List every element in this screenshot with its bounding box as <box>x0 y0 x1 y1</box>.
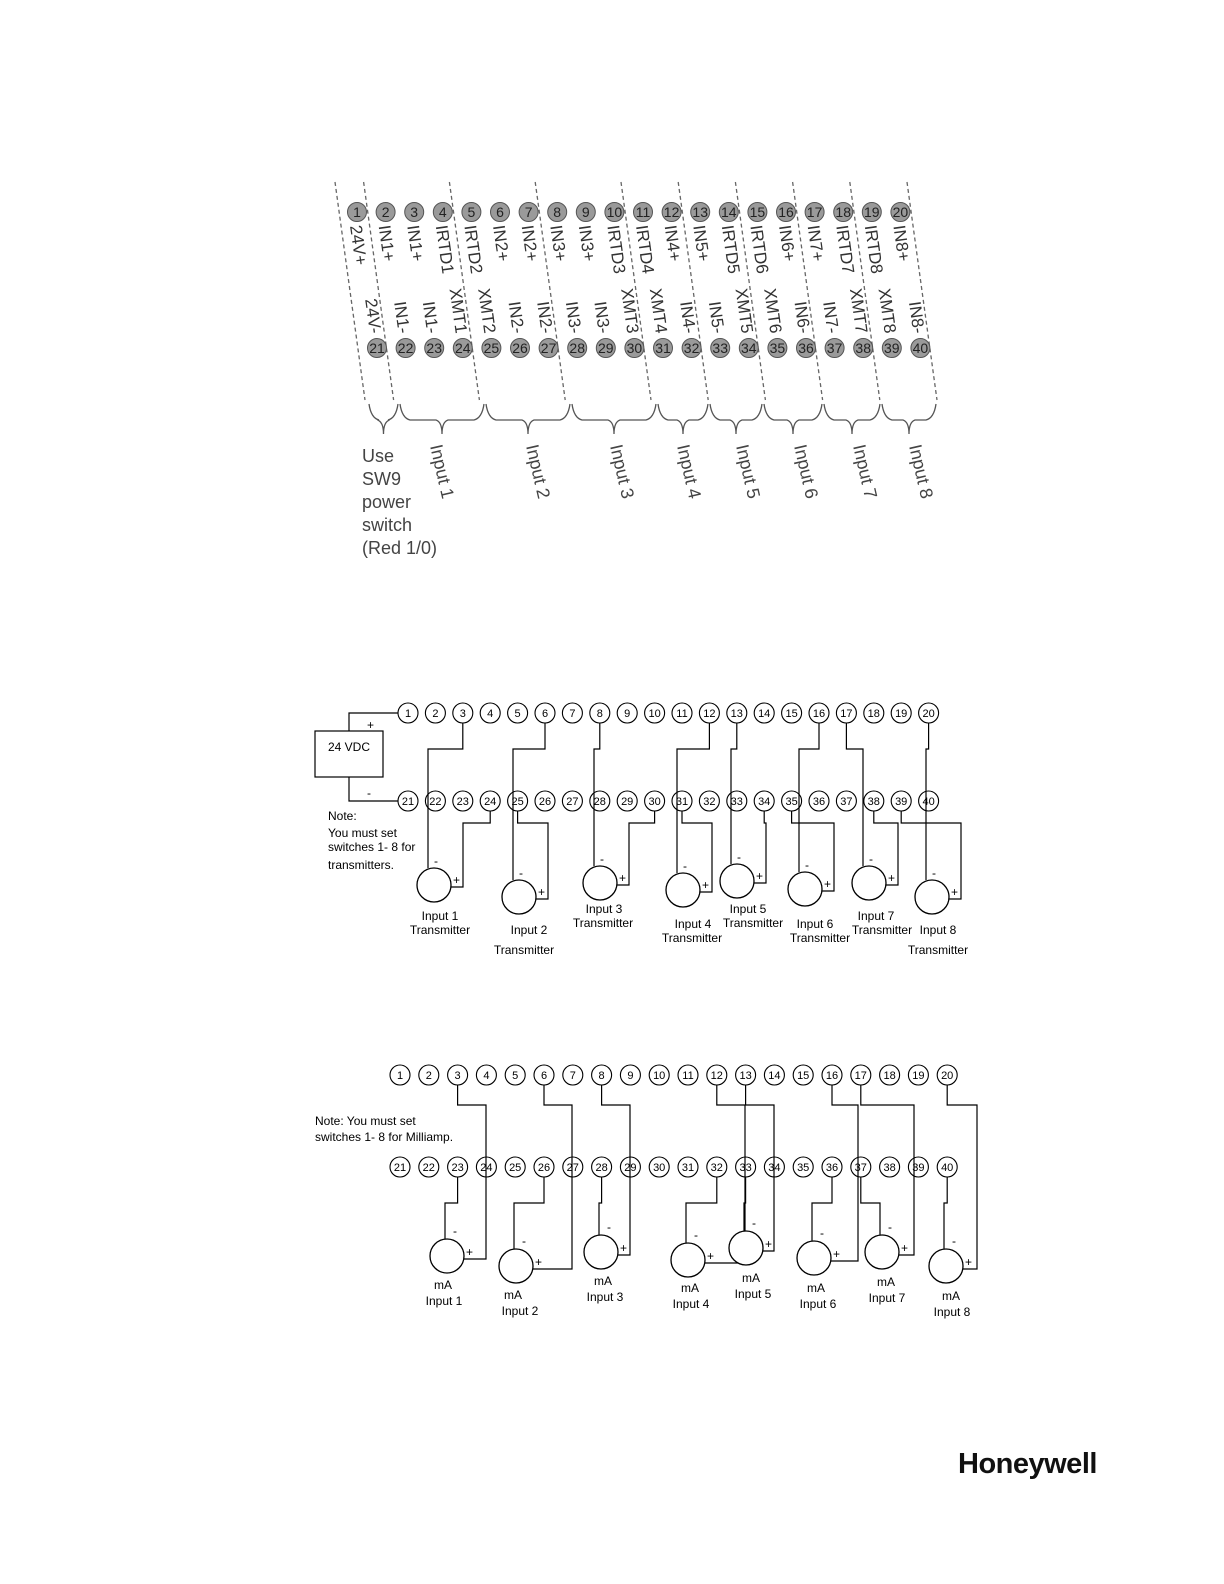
terminal-number: 2 <box>425 1070 432 1082</box>
terminal-number: 3 <box>410 204 419 220</box>
terminal-number: 12 <box>663 204 680 220</box>
terminal-number: 34 <box>741 340 757 356</box>
terminal-number: 20 <box>892 204 909 220</box>
terminal-number: 32 <box>683 340 700 356</box>
terminal-number: 10 <box>606 204 623 220</box>
plus-sign: + <box>707 1249 715 1263</box>
terminal-number: 33 <box>712 340 728 356</box>
transmitter-symbol <box>417 868 451 902</box>
terminal-number: 35 <box>785 796 798 808</box>
terminal-number: 40 <box>912 340 929 356</box>
terminal-number: 34 <box>768 1162 781 1174</box>
terminal-number: 6 <box>540 1070 548 1082</box>
device-label: Input 3 <box>586 1290 624 1304</box>
transmitter-symbol <box>788 872 822 906</box>
transmitter-symbol <box>666 873 700 907</box>
plus-sign: + <box>833 1247 841 1261</box>
terminal-number: 27 <box>566 796 579 808</box>
input-group-label: Input 3 <box>606 442 638 501</box>
transmitter-symbol <box>583 866 617 900</box>
terminal-label: IN1- <box>418 300 443 335</box>
milliamp-source-symbol <box>499 1249 533 1283</box>
terminal-label: 24V+ <box>346 223 371 267</box>
device-label: Input 6 <box>799 1297 837 1311</box>
plus-sign: + <box>824 877 832 891</box>
terminal-number: 3 <box>459 708 466 720</box>
input-group-label: Input 5 <box>732 442 764 501</box>
brace <box>486 404 570 434</box>
terminal-number: 21 <box>393 1162 407 1174</box>
plus-sign: + <box>453 873 461 887</box>
input-group-label: Input 4 <box>673 442 705 501</box>
minus-sign: - <box>932 866 936 880</box>
terminal-number: 36 <box>825 1162 839 1174</box>
note-text: You must set <box>328 826 397 840</box>
milliamp-wiring-diagram <box>315 1065 977 1319</box>
terminal-label: IRTD6 <box>746 223 773 275</box>
terminal-number: 23 <box>451 1162 464 1174</box>
device-label: mA <box>594 1274 612 1288</box>
terminal-number: 37 <box>854 1162 867 1174</box>
terminal-number: 11 <box>676 708 688 720</box>
device-label: Input 5 <box>734 1287 772 1301</box>
terminal-label: IN3- <box>590 300 614 335</box>
use-switch-note: power <box>362 492 412 512</box>
terminal-number: 13 <box>739 1070 752 1082</box>
terminal-number: 22 <box>429 796 442 808</box>
terminal-label: IN6+ <box>775 223 799 263</box>
minus-sign: - <box>519 866 523 880</box>
minus-sign: - <box>869 852 873 866</box>
device-label: Transmitter <box>789 931 851 945</box>
milliamp-source-symbol <box>929 1249 963 1283</box>
terminal-number: 19 <box>895 708 908 720</box>
terminal-number: 18 <box>867 708 880 720</box>
plus-sign: + <box>619 871 627 885</box>
terminal-number: 13 <box>692 204 708 220</box>
terminal-label: XMT1 <box>445 287 471 335</box>
terminal-number: 36 <box>798 340 814 356</box>
terminal-number: 28 <box>593 796 606 808</box>
terminal-number: 9 <box>624 708 631 720</box>
terminal-number: 9 <box>581 204 590 220</box>
supply-label: 24 VDC <box>328 740 371 754</box>
terminal-number: 22 <box>422 1162 435 1174</box>
terminal-number: 17 <box>840 708 853 720</box>
device-label: Input 2 <box>510 923 548 937</box>
terminal-label: IRTD4 <box>632 223 658 275</box>
terminal-label: IN3- <box>561 300 586 335</box>
terminal-number: 24 <box>484 796 497 808</box>
terminal-label: IN6- <box>790 300 814 335</box>
milliamp-source-symbol <box>865 1235 899 1269</box>
wire <box>599 1177 602 1235</box>
terminal-number: 23 <box>456 796 469 808</box>
plus-sign: + <box>765 1237 773 1251</box>
terminal-number: 30 <box>648 796 661 808</box>
terminal-number: 5 <box>512 1070 519 1082</box>
minus-sign: - <box>434 854 438 868</box>
wire <box>686 1177 717 1243</box>
terminal-number: 35 <box>769 340 786 356</box>
terminal-number: 40 <box>922 796 935 808</box>
terminal-label: IN1+ <box>374 223 399 263</box>
terminal-label: XMT5 <box>731 287 757 335</box>
plus-sign: + <box>538 885 546 899</box>
terminal-number: 12 <box>703 708 716 720</box>
terminal-number: 25 <box>509 1162 522 1174</box>
terminal-number: 8 <box>596 708 603 720</box>
terminal-number: 11 <box>635 204 651 220</box>
terminal-number: 27 <box>540 340 557 356</box>
terminal-number: 39 <box>912 1162 925 1174</box>
terminal-number: 5 <box>467 204 476 220</box>
device-label: Input 3 <box>585 902 623 916</box>
terminal-number: 28 <box>595 1162 608 1174</box>
terminal-number: 7 <box>569 1070 576 1082</box>
terminal-label: IN2- <box>504 300 528 335</box>
plus-sign: + <box>535 1255 543 1269</box>
terminal-label: XMT2 <box>474 287 500 335</box>
power-supply-box <box>315 731 383 777</box>
device-label: Input 1 <box>425 1294 463 1308</box>
device-label: Input 8 <box>919 923 957 937</box>
minus-sign: - <box>607 1220 611 1234</box>
terminal-number: 25 <box>511 796 524 808</box>
device-label: Transmitter <box>409 923 471 937</box>
device-label: mA <box>681 1281 699 1295</box>
minus-sign: - <box>367 786 371 800</box>
brace <box>824 404 880 434</box>
terminal-number: 8 <box>598 1070 605 1082</box>
terminal-number: 18 <box>883 1070 896 1082</box>
transmitter-wiring-diagram <box>315 703 968 957</box>
terminal-number: 29 <box>621 796 634 808</box>
device-label: Input 5 <box>729 902 767 916</box>
terminal-label: IN7- <box>819 300 843 335</box>
use-switch-note: switch <box>362 515 413 535</box>
minus-sign: - <box>600 852 604 866</box>
terminal-number: 6 <box>541 708 549 720</box>
terminal-number: 37 <box>826 340 843 356</box>
terminal-number: 11 <box>682 1070 694 1082</box>
terminal-number: 19 <box>912 1070 925 1082</box>
terminal-label: IN3+ <box>546 223 571 263</box>
device-label: Transmitter <box>851 923 913 937</box>
terminal-number: 23 <box>426 340 442 356</box>
terminal-number: 32 <box>710 1162 723 1174</box>
terminal-label: IN5+ <box>689 223 714 263</box>
wire <box>349 777 398 801</box>
terminal-number: 24 <box>480 1162 493 1174</box>
terminal-number: 36 <box>812 796 826 808</box>
terminal-number: 31 <box>681 1162 695 1174</box>
terminal-number: 14 <box>758 708 771 720</box>
plus-sign: + <box>951 885 959 899</box>
terminal-label: IRTD2 <box>460 223 487 275</box>
wire <box>861 1177 880 1235</box>
terminal-number: 20 <box>922 708 935 720</box>
device-label: Input 7 <box>868 1291 906 1305</box>
terminal-label: XMT8 <box>874 287 900 335</box>
device-label: Input 1 <box>421 909 459 923</box>
device-label: Transmitter <box>722 916 784 930</box>
minus-sign: - <box>805 858 809 872</box>
terminal-number: 38 <box>855 340 871 356</box>
terminal-label: XMT3 <box>617 287 643 335</box>
milliamp-source-symbol <box>584 1235 618 1269</box>
note-text: switches 1- 8 for Milliamp. <box>315 1130 454 1144</box>
terminal-number: 16 <box>812 708 826 720</box>
terminal-label: 24V- <box>361 297 385 335</box>
terminal-label: IN2+ <box>489 223 513 263</box>
device-label: mA <box>807 1281 825 1295</box>
terminal-label: IRTD8 <box>860 223 887 275</box>
brace <box>400 404 484 434</box>
terminal-label: IRTD3 <box>603 223 630 275</box>
wire <box>944 1177 947 1249</box>
terminal-number: 33 <box>730 796 743 808</box>
terminal-number: 20 <box>941 1070 954 1082</box>
device-label: Input 2 <box>501 1304 539 1318</box>
terminal-number: 25 <box>483 340 500 356</box>
terminal-label: IN2+ <box>517 223 542 263</box>
terminal-number: 39 <box>895 796 908 808</box>
terminal-number: 10 <box>653 1070 666 1082</box>
terminal-number: 7 <box>524 204 533 220</box>
terminal-label: IN4+ <box>660 223 685 263</box>
plus-sign: + <box>620 1241 628 1255</box>
input-group-label: Input 8 <box>905 442 937 501</box>
terminal-number: 17 <box>806 204 823 220</box>
terminal-label: IN1+ <box>403 223 428 263</box>
terminal-number: 39 <box>884 340 900 356</box>
transmitter-symbol <box>915 880 949 914</box>
brace <box>369 404 398 434</box>
terminal-number: 35 <box>797 1162 810 1174</box>
minus-sign: - <box>453 1224 457 1238</box>
terminal-number: 32 <box>703 796 716 808</box>
device-label: Transmitter <box>907 943 969 957</box>
terminal-number: 15 <box>785 708 798 720</box>
terminal-number: 37 <box>840 796 853 808</box>
terminal-number: 4 <box>438 204 447 220</box>
brace <box>658 404 708 434</box>
terminal-label: XMT4 <box>645 287 671 335</box>
terminal-number: 16 <box>825 1070 839 1082</box>
terminal-number: 3 <box>454 1070 461 1082</box>
terminal-number: 4 <box>483 1070 490 1082</box>
terminal-label: IN3+ <box>574 223 599 263</box>
terminal-number: 31 <box>655 340 671 356</box>
terminal-label: IN2- <box>533 300 557 335</box>
terminal-number: 9 <box>627 1070 634 1082</box>
transmitter-symbol <box>502 880 536 914</box>
terminal-number: 5 <box>514 708 521 720</box>
terminal-number: 2 <box>432 708 439 720</box>
milliamp-source-symbol <box>671 1243 705 1277</box>
wire <box>533 1085 572 1269</box>
terminal-number: 1 <box>353 204 361 220</box>
brace <box>764 404 822 434</box>
terminal-label-diagram <box>335 182 937 558</box>
terminal-number: 30 <box>653 1162 666 1174</box>
terminal-number: 1 <box>396 1070 404 1082</box>
input-group-label: Input 2 <box>522 442 554 501</box>
terminal-number: 14 <box>721 204 737 220</box>
terminal-number: 21 <box>401 796 415 808</box>
terminal-number: 19 <box>864 204 880 220</box>
separator-line <box>904 182 937 400</box>
terminal-number: 38 <box>867 796 880 808</box>
minus-sign: - <box>522 1234 526 1248</box>
plus-sign: + <box>702 878 710 892</box>
input-group-label: Input 7 <box>849 442 881 501</box>
terminal-number: 29 <box>624 1162 637 1174</box>
device-label: mA <box>942 1289 960 1303</box>
terminal-label: IN7+ <box>803 223 828 263</box>
brace <box>710 404 762 434</box>
minus-sign: - <box>752 1216 756 1230</box>
device-label: Input 4 <box>672 1297 710 1311</box>
device-label: Transmitter <box>572 916 634 930</box>
terminal-number: 1 <box>404 708 412 720</box>
terminal-number: 34 <box>758 796 771 808</box>
terminal-label: IN5- <box>704 300 729 335</box>
terminal-label: IN1- <box>390 300 414 335</box>
terminal-number: 10 <box>648 708 661 720</box>
note-text: Note: <box>328 809 357 823</box>
plus-sign: + <box>888 871 896 885</box>
minus-sign: - <box>888 1220 892 1234</box>
input-group-label: Input 1 <box>426 442 458 501</box>
milliamp-source-symbol <box>430 1239 464 1273</box>
device-label: Input 6 <box>796 917 834 931</box>
minus-sign: - <box>820 1226 824 1240</box>
terminal-number: 26 <box>538 796 552 808</box>
use-switch-note: (Red 1/0) <box>362 538 438 558</box>
terminal-label: IN8+ <box>889 223 914 263</box>
plus-sign: + <box>466 1245 474 1259</box>
terminal-label: XMT6 <box>760 287 786 335</box>
terminal-number: 15 <box>797 1070 810 1082</box>
device-label: mA <box>504 1288 522 1302</box>
terminal-number: 18 <box>835 204 851 220</box>
terminal-number: 31 <box>675 796 689 808</box>
terminal-number: 16 <box>778 204 794 220</box>
device-label: Input 8 <box>933 1305 971 1319</box>
use-switch-note: SW9 <box>362 469 402 489</box>
terminal-number: 17 <box>854 1070 867 1082</box>
device-label: mA <box>434 1278 452 1292</box>
plus-sign: + <box>901 1241 909 1255</box>
terminal-number: 7 <box>569 708 576 720</box>
device-label: Transmitter <box>661 931 723 945</box>
terminal-number: 21 <box>369 340 385 356</box>
minus-sign: - <box>952 1234 956 1248</box>
brace <box>572 404 656 434</box>
milliamp-source-symbol <box>729 1231 763 1265</box>
note-text: Note: You must set <box>315 1114 416 1128</box>
terminal-number: 13 <box>730 708 743 720</box>
terminal-label: IRTD5 <box>717 223 744 275</box>
terminal-number: 33 <box>739 1162 752 1174</box>
terminal-number: 15 <box>749 204 766 220</box>
terminal-label: IN4- <box>676 300 700 335</box>
terminal-number: 6 <box>496 204 504 220</box>
use-switch-note: Use <box>362 446 395 466</box>
terminal-number: 38 <box>883 1162 896 1174</box>
brace <box>882 404 936 434</box>
wire <box>514 1177 544 1249</box>
terminal-number: 2 <box>381 204 390 220</box>
terminal-number: 4 <box>487 708 494 720</box>
plus-sign: + <box>756 869 764 883</box>
minus-sign: - <box>737 850 741 864</box>
terminal-number: 26 <box>537 1162 551 1174</box>
terminal-number: 8 <box>553 204 562 220</box>
device-label: Transmitter <box>493 943 555 957</box>
terminal-number: 22 <box>397 340 414 356</box>
device-label: Input 4 <box>674 917 712 931</box>
terminal-number: 29 <box>598 340 614 356</box>
plus-sign: + <box>367 718 375 732</box>
terminal-number: 24 <box>455 340 471 356</box>
terminal-label: IN8- <box>904 300 929 335</box>
terminal-label: XMT7 <box>845 287 872 335</box>
note-text: switches 1- 8 for <box>328 840 416 854</box>
terminal-number: 40 <box>941 1162 954 1174</box>
input-group-label: Input 6 <box>790 442 822 501</box>
terminal-number: 12 <box>710 1070 723 1082</box>
terminal-label: IRTD7 <box>832 223 858 275</box>
terminal-number: 28 <box>569 340 585 356</box>
minus-sign: - <box>694 1228 698 1242</box>
honeywell-logo: Honeywell <box>958 1448 1097 1480</box>
plus-sign: + <box>965 1255 973 1269</box>
terminal-number: 27 <box>566 1162 579 1174</box>
transmitter-symbol <box>852 866 886 900</box>
device-label: mA <box>877 1275 895 1289</box>
transmitter-symbol <box>720 864 754 898</box>
terminal-number: 14 <box>768 1070 781 1082</box>
milliamp-source-symbol <box>797 1241 831 1275</box>
terminal-label: IRTD1 <box>431 223 458 275</box>
terminal-number: 26 <box>512 340 528 356</box>
device-label: mA <box>742 1271 760 1285</box>
terminal-number: 30 <box>626 340 643 356</box>
device-label: Input 7 <box>857 909 895 923</box>
minus-sign: - <box>683 859 687 873</box>
note-text: transmitters. <box>328 858 395 872</box>
